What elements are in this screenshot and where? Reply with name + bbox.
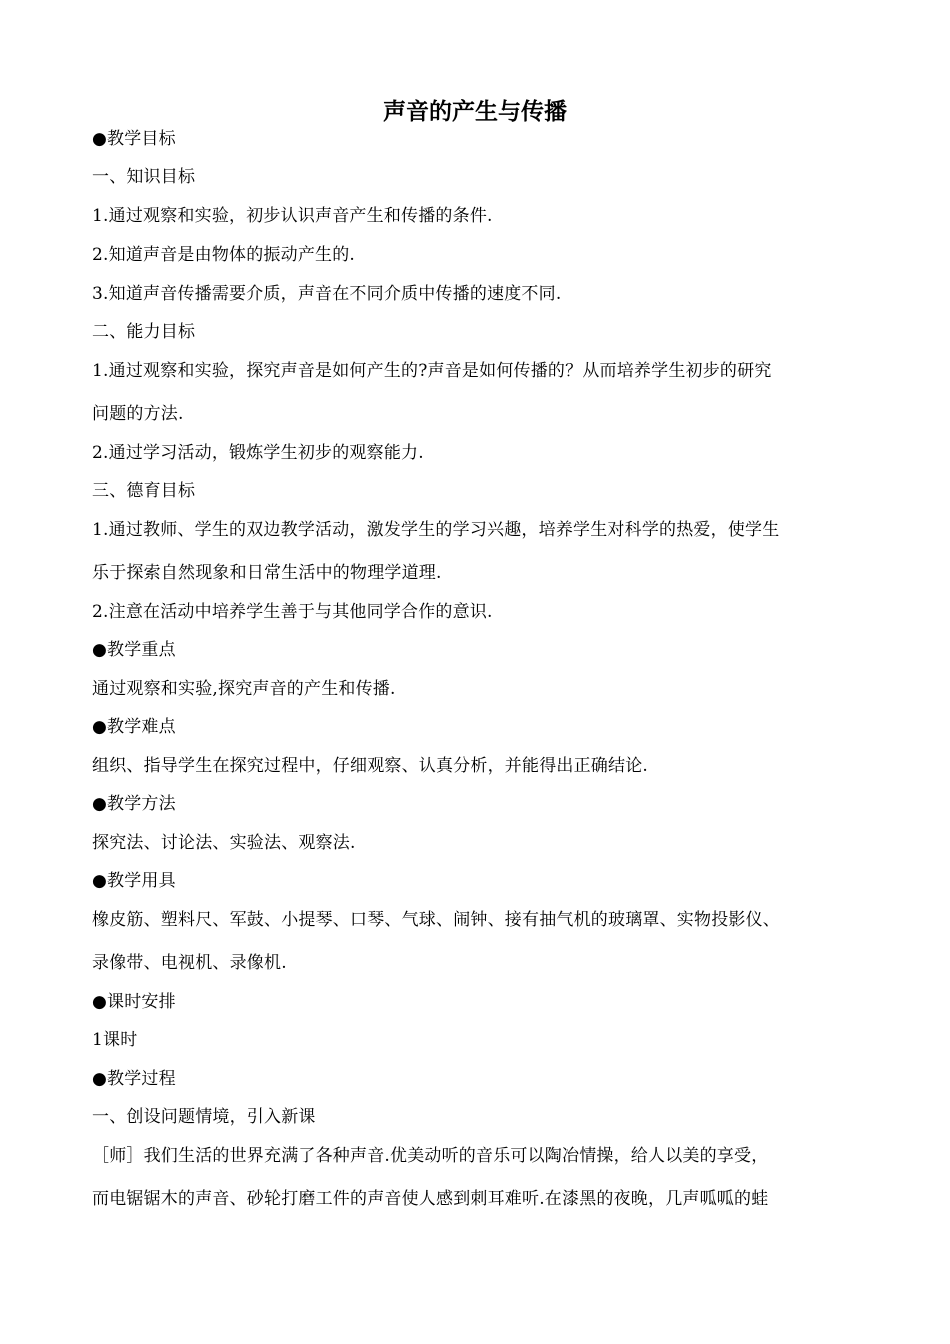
subheading-knowledge-goals: 一、知识目标 — [92, 167, 196, 187]
paragraph-line: 乐于探索自然现象和日常生活中的物理学道理. — [92, 563, 442, 583]
paragraph-line: 1.通过教师、学生的双边教学活动，激发学生的学习兴趣，培养学生对科学的热爱，使学生 — [92, 520, 780, 540]
subheading-moral-goals: 三、德育目标 — [92, 481, 196, 501]
subheading-intro: 一、创设问题情境，引入新课 — [92, 1107, 316, 1127]
paragraph-line: 探究法、讨论法、实验法、观察法. — [92, 833, 356, 853]
paragraph-line: 3.知道声音传播需要介质，声音在不同介质中传播的速度不同. — [92, 284, 562, 304]
paragraph-line: 而电锯锯木的声音、砂轮打磨工件的声音使人感到刺耳难听.在漆黑的夜晚，几声呱呱的蛙 — [92, 1189, 769, 1209]
paragraph-line: 橡皮筋、塑料尺、军鼓、小提琴、口琴、气球、闹钟、接有抽气机的玻璃罩、实物投影仪、 — [92, 910, 780, 930]
section-heading-key-points: ●教学重点 — [92, 640, 176, 660]
section-heading-teaching-goals: ●教学目标 — [92, 129, 176, 149]
paragraph-line: 1课时 — [92, 1030, 138, 1050]
subheading-ability-goals: 二、能力目标 — [92, 322, 196, 342]
section-heading-methods: ●教学方法 — [92, 794, 176, 814]
paragraph-line: 录像带、电视机、录像机. — [92, 953, 287, 973]
paragraph-line: 2.注意在活动中培养学生善于与其他同学合作的意识. — [92, 602, 493, 622]
page-title: 声音的产生与传播 — [383, 99, 567, 125]
paragraph-line: 通过观察和实验,探究声音的产生和传播. — [92, 679, 396, 699]
paragraph-line: 1.通过观察和实验，探究声音是如何产生的?声音是如何传播的？从而培养学生初步的研究 — [92, 361, 772, 381]
section-heading-difficulties: ●教学难点 — [92, 717, 176, 737]
section-heading-teaching-aids: ●教学用具 — [92, 871, 176, 891]
section-heading-schedule: ●课时安排 — [92, 992, 176, 1012]
paragraph-line: ［师］我们生活的世界充满了各种声音.优美动听的音乐可以陶冶情操，给人以美的享受， — [92, 1146, 769, 1166]
paragraph-line: 2.通过学习活动，锻炼学生初步的观察能力. — [92, 443, 424, 463]
section-heading-process: ●教学过程 — [92, 1069, 176, 1089]
paragraph-line: 1.通过观察和实验，初步认识声音产生和传播的条件. — [92, 206, 493, 226]
paragraph-line: 2.知道声音是由物体的振动产生的. — [92, 245, 356, 265]
paragraph-line: 组织、指导学生在探究过程中，仔细观察、认真分析，并能得出正确结论. — [92, 756, 649, 776]
paragraph-line: 问题的方法. — [92, 404, 184, 424]
